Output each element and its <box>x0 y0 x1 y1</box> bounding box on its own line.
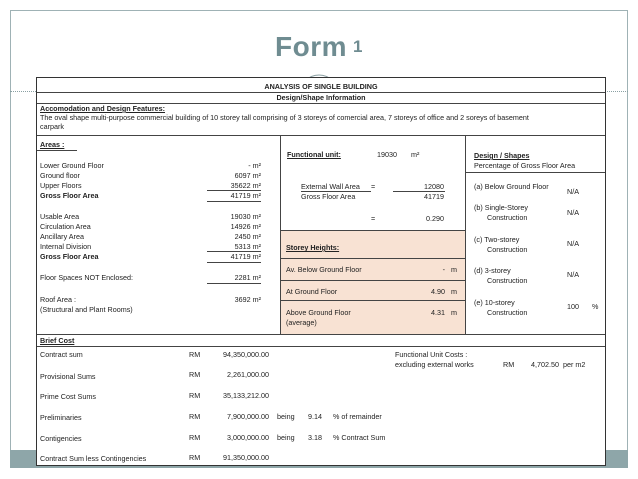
rule <box>281 300 465 301</box>
cost-percent: 3.18 <box>308 433 322 442</box>
rule <box>37 334 605 335</box>
area-value: 6097 m² <box>234 171 261 180</box>
rule <box>207 201 261 202</box>
area-value: 14926 m² <box>230 222 261 231</box>
storey-height-label: At Ground Floor <box>286 287 338 296</box>
cost-label: Contract Sum less Contingencies <box>40 454 147 463</box>
cost-percent-desc: % of remainder <box>333 412 382 421</box>
rule <box>207 262 261 263</box>
rule <box>37 135 605 136</box>
storey-heights-heading: Storey Heights: <box>286 243 340 252</box>
slide-title <box>0 31 638 63</box>
functional-unit-costs-sub: excluding external works <box>395 360 474 369</box>
storey-height-unit: m <box>451 265 457 274</box>
area-label: Upper Floors <box>40 181 82 190</box>
rule <box>281 230 465 231</box>
design-item-value: N/A <box>567 270 579 279</box>
functional-unit-label: Functional unit: <box>287 150 341 159</box>
cost-label: Provisional Sums <box>40 372 96 381</box>
cost-label: Contract sum <box>40 350 83 359</box>
external-wall-area-label: External Wall Area <box>301 182 360 191</box>
functional-unit-costs-value: 4,702.50 <box>531 360 559 369</box>
area-value-total: 41719 m² <box>230 191 261 200</box>
design-item-label-sub: Construction <box>487 245 528 254</box>
design-item-value: N/A <box>567 239 579 248</box>
cost-currency: RM <box>189 412 201 421</box>
design-item-value: N/A <box>567 187 579 196</box>
cost-amount: 91,350,000.00 <box>223 453 269 462</box>
area-label: Internal Division <box>40 242 92 251</box>
area-label-total: Gross Floor Area <box>40 191 99 200</box>
roof-sub-label: (Structural and Plant Rooms) <box>40 305 133 314</box>
rule <box>207 283 261 284</box>
design-item-label: (e) 10-storey <box>474 298 515 307</box>
design-item-label-sub: Construction <box>487 276 528 285</box>
functional-unit-costs-unit: per m2 <box>563 360 586 369</box>
not-enclosed-label: Floor Spaces NOT Enclosed: <box>40 273 133 282</box>
accommodation-text-1: The oval shape multi-purpose commercial building of 10 storey tall comprising of 3 storeys of comercial area, 7 storeys of office and 2 soreys of basement <box>40 113 529 122</box>
cost-amount: 94,350,000.00 <box>223 350 269 359</box>
functional-unit-costs-label: Functional Unit Costs : <box>395 350 468 359</box>
cost-percent: 9.14 <box>308 412 322 421</box>
design-item-label: (b) Single-Storey <box>474 203 528 212</box>
design-item-label-sub: Construction <box>487 308 528 317</box>
design-item-label: (a) Below Ground Floor <box>474 182 549 191</box>
cost-currency: RM <box>189 453 201 462</box>
design-item-value: 100 <box>567 302 579 311</box>
area-value-total: 41719 m² <box>230 252 261 261</box>
storey-height-value: 4.31 <box>431 308 445 317</box>
rule <box>281 280 465 281</box>
gross-floor-area-label: Gross Floor Area <box>301 192 356 201</box>
sheet-header-line2: Design/Shape Information <box>276 93 366 102</box>
functional-unit-unit: m² <box>411 150 420 159</box>
area-value: 2450 m² <box>234 232 261 241</box>
area-label: Ground floor <box>40 171 80 180</box>
slide-title-text: Form <box>275 31 348 62</box>
functional-unit-value: 19030 <box>377 150 397 159</box>
storey-height-unit: m <box>451 308 457 317</box>
slide-title-number: 1 <box>353 37 363 56</box>
rule <box>37 150 77 151</box>
column-divider <box>465 135 466 334</box>
area-value: 35622 m² <box>230 181 261 190</box>
wall-floor-ratio-value: 0.290 <box>426 214 444 223</box>
slide-frame-top <box>10 10 628 11</box>
cost-currency: RM <box>189 433 201 442</box>
brief-cost-heading: Brief Cost <box>40 336 75 345</box>
cost-being: being <box>277 433 295 442</box>
storey-height-unit: m <box>451 287 457 296</box>
slide-frame-right <box>627 10 628 468</box>
cost-amount: 7,900,000.00 <box>227 412 269 421</box>
external-wall-area-value: 12080 <box>424 182 444 191</box>
area-label: Usable Area <box>40 212 80 221</box>
storey-height-value: - <box>442 265 445 274</box>
accommodation-heading: Accomodation and Design Features: <box>40 104 166 113</box>
storey-height-label-sub: (average) <box>286 318 317 327</box>
not-enclosed-value: 2281 m² <box>234 273 261 282</box>
cost-currency: RM <box>189 350 201 359</box>
design-shapes-subheading: Percentage of Gross Floor Area <box>474 161 576 170</box>
equals-sign: = <box>371 182 376 191</box>
area-label: Lower Ground Floor <box>40 161 104 170</box>
cost-currency: RM <box>189 391 201 400</box>
design-item-value: N/A <box>567 208 579 217</box>
areas-heading: Areas : <box>40 140 65 149</box>
functional-unit-costs-currency: RM <box>503 360 515 369</box>
slide-frame-left <box>10 10 11 468</box>
cost-label: Contigencies <box>40 434 82 443</box>
storey-height-value: 4.90 <box>431 287 445 296</box>
area-label: Ancillary Area <box>40 232 84 241</box>
accommodation-text-2: carpark <box>40 122 64 131</box>
cost-currency: RM <box>189 370 201 379</box>
area-label: Circulation Area <box>40 222 91 231</box>
rule <box>281 258 465 259</box>
rule <box>37 346 605 347</box>
design-item-label: (d) 3-storey <box>474 266 511 275</box>
roof-value: 3692 m² <box>234 295 261 304</box>
design-item-label: (c) Two-storey <box>474 235 520 244</box>
cost-amount: 35,133,212.00 <box>223 391 269 400</box>
storey-height-label: Above Ground Floor <box>286 308 351 317</box>
cost-amount: 2,261,000.00 <box>227 370 269 379</box>
area-value: 19030 m² <box>230 212 261 221</box>
area-value: 5313 m² <box>234 242 261 251</box>
area-value: - m² <box>248 161 261 170</box>
analysis-sheet <box>36 77 606 466</box>
gross-floor-area-value: 41719 <box>424 192 444 201</box>
cost-label: Preliminaries <box>40 413 82 422</box>
design-shapes-heading: Design / Shapes <box>474 151 530 160</box>
cost-percent-desc: % Contract Sum <box>333 433 386 442</box>
sheet-header-line1: ANALYSIS OF SINGLE BUILDING <box>264 82 378 91</box>
cost-amount: 3,000,000.00 <box>227 433 269 442</box>
area-label-total: Gross Floor Area <box>40 252 99 261</box>
design-item-percent: % <box>592 302 599 311</box>
design-item-label-sub: Construction <box>487 213 528 222</box>
storey-height-label: Av. Below Ground Floor <box>286 265 362 274</box>
roof-label: Roof Area : <box>40 295 76 304</box>
equals-sign: = <box>371 214 376 223</box>
cost-label: Prime Cost Sums <box>40 392 96 401</box>
cost-being: being <box>277 412 295 421</box>
rule <box>466 172 605 173</box>
